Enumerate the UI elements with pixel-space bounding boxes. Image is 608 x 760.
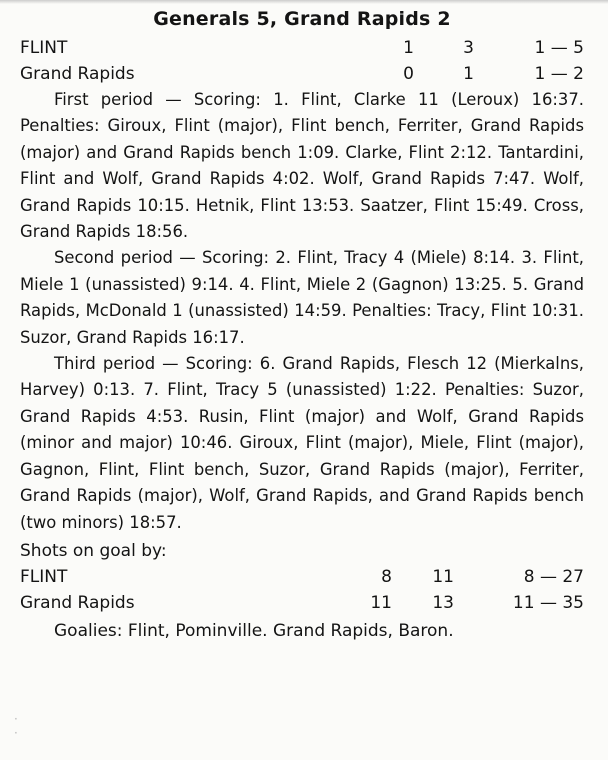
period-1-shots: 8 — [381, 566, 392, 587]
cropped-top-edge — [0, 0, 608, 4]
shots-on-goal-table — [20, 564, 584, 616]
period-1-goals: 0 — [403, 64, 414, 84]
period-1-shots: 11 — [370, 592, 392, 613]
team-name: FLINT — [20, 566, 68, 587]
period-2-goals: 3 — [463, 38, 474, 58]
period-2-shots: 11 — [432, 566, 454, 587]
table-row — [20, 564, 584, 590]
period-2-shots: 13 — [432, 592, 454, 613]
period-3-and-total-shots: 11 — 35 — [512, 592, 584, 613]
table-row — [20, 590, 584, 616]
team-name: Grand Rapids — [20, 64, 135, 84]
team-name: FLINT — [20, 38, 68, 58]
period-2-goals: 1 — [463, 64, 474, 84]
period-3-and-total-goals: 1 — 5 — [534, 38, 584, 58]
first-period-summary: First period — Scoring: 1. Flint, Clarke 11 (Leroux) 16:37. Penalties: Giroux, Flint (major), Flint bench, Ferriter, Grand Rapids (major) and Grand Rapids bench 1:09. Clarke, Flint 2:12. Tantardini, Flint and Wolf, Grand Rapids 4:02. Wolf, Grand Rapids 7:47. Wolf, Grand Rapids 10:15. Hetnik, Flint 13:53. Saatzer, Flint 15:49. Cross, Grand Rapids 18:56. — [20, 90, 584, 242]
shots-on-goal-label: Shots on goal by: — [20, 540, 167, 561]
second-period-summary: Second period — Scoring: 2. Flint, Tracy 4 (Miele) 8:14. 3. Flint, Miele 1 (unassisted) 9:14. 4. Flint, Miele 2 (Gagnon) 13:25. 5. Grand Rapids, McDonald 1 (unassisted) 14:59. Penalties: Tracy, Flint 10:31. Suzor, Grand Rapids 16:17. — [20, 248, 584, 347]
table-row — [20, 61, 584, 87]
goalies-line: Goalies: Flint, Pominville. Grand Rapids, Baron. — [54, 620, 454, 641]
third-period-summary: Third period — Scoring: 6. Grand Rapids, Flesch 12 (Mierkalns, Harvey) 0:13. 7. Flint, Tracy 5 (unassisted) 1:22. Penalties: Suzor, Grand Rapids 4:53. Rusin, Flint (major) and Wolf, Grand Rapids (minor and major) 10:46. Giroux, Flint (major), Miele, Flint (major), Gagnon, Flint, Flint bench, Suzor, Grand Rapids (major), Ferriter, Grand Rapids (major), Wolf, Grand Rapids, and Grand Rapids bench (two minors) 18:57. — [20, 354, 584, 532]
team-name: Grand Rapids — [20, 592, 135, 613]
print-speck: · · — [14, 712, 18, 740]
period-3-and-total-shots: 8 — 27 — [523, 566, 584, 587]
period-3-and-total-goals: 1 — 2 — [534, 64, 584, 84]
game-headline: Generals 5, Grand Rapids 2 — [153, 8, 451, 30]
scoring-summary-table — [20, 35, 584, 87]
table-row — [20, 35, 584, 61]
period-1-goals: 1 — [403, 38, 414, 58]
